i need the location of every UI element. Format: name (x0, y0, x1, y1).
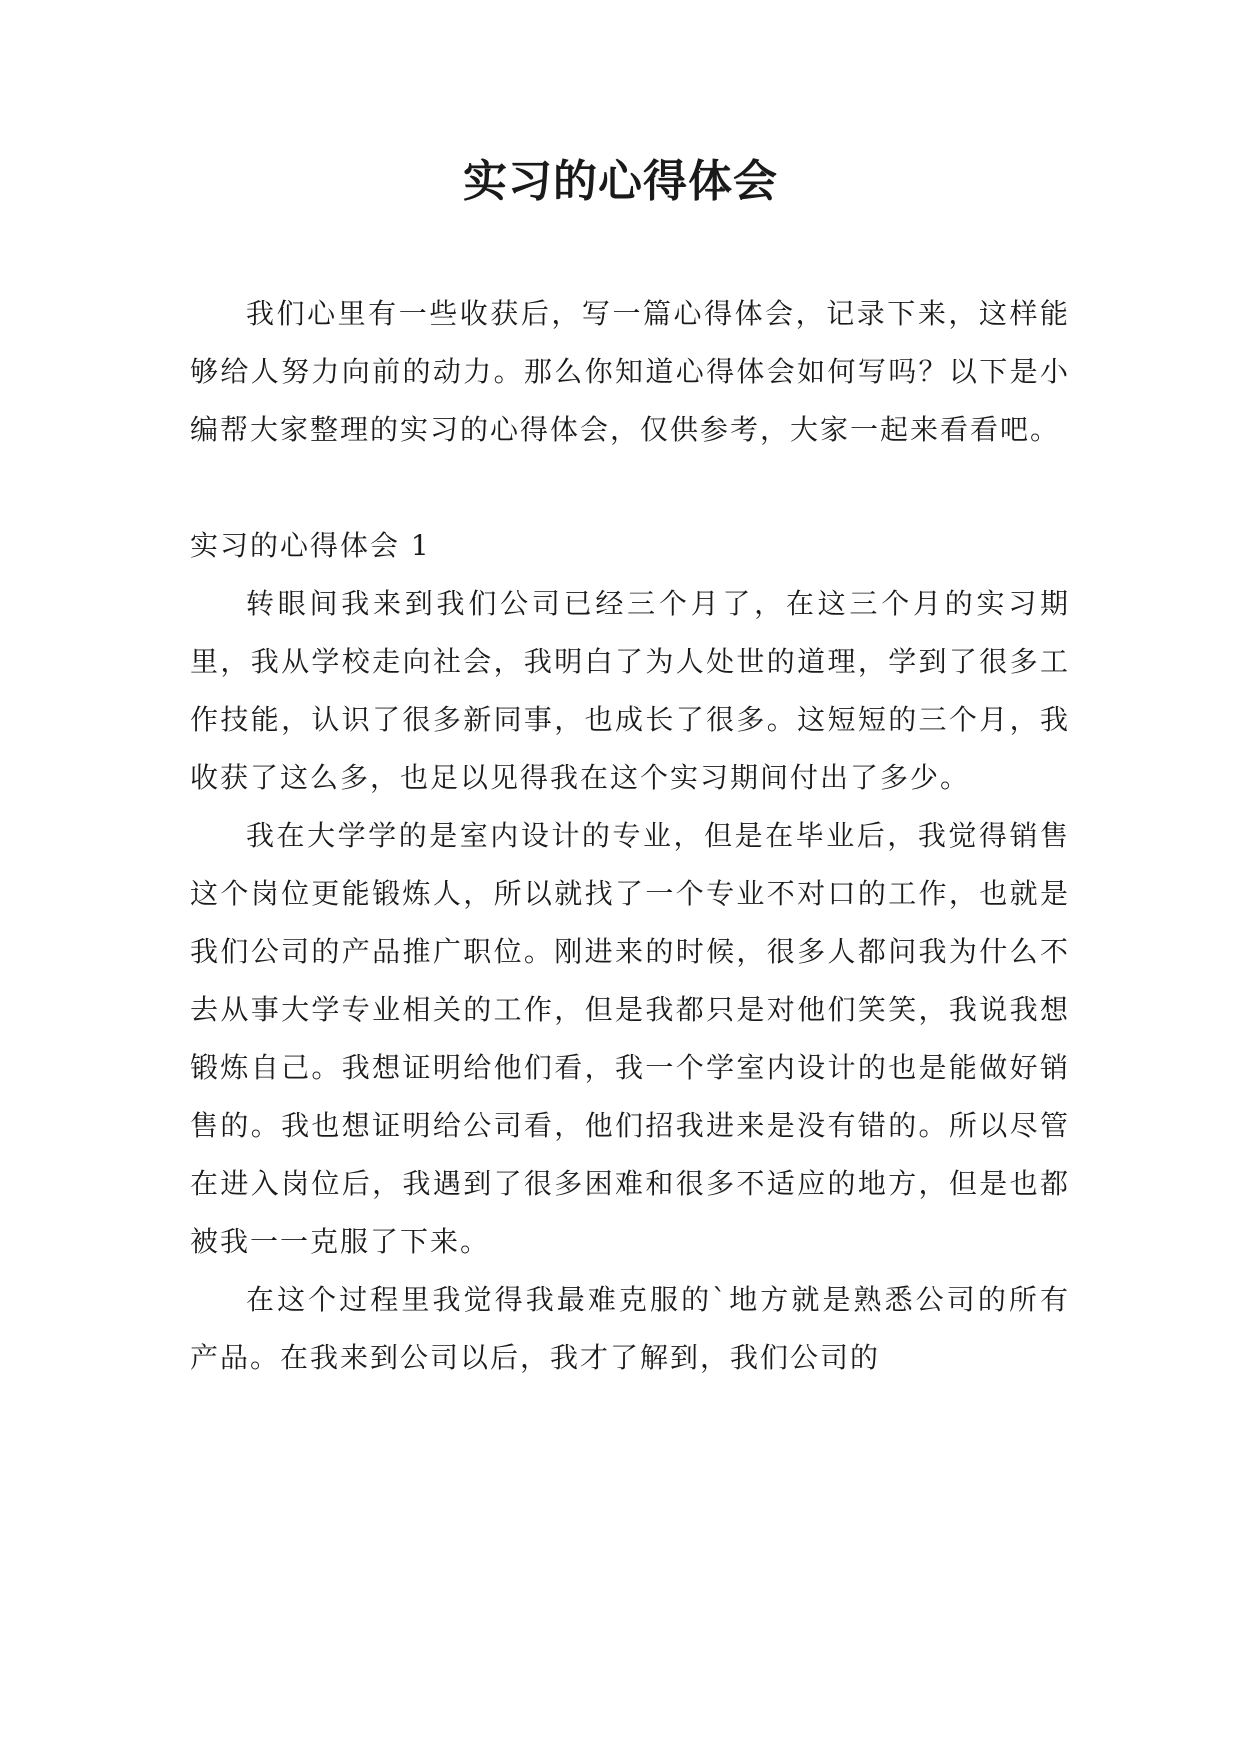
paragraph-spacer (190, 459, 1070, 517)
section-heading: 实习的心得体会 1 (190, 529, 431, 562)
body-paragraph-3: 在这个过程里我觉得我最难克服的`地方就是熟悉公司的所有产品。在我来到公司以后，我才了解到，我们公司的 (190, 1283, 1070, 1374)
document-body (190, 285, 1070, 1387)
intro-paragraph: 我们心里有一些收获后，写一篇心得体会，记录下来，这样能够给人努力向前的动力。那么你知道心得体会如何写吗？以下是小编帮大家整理的实习的心得体会，仅供参考，大家一起来看看吧。 (190, 297, 1070, 446)
body-paragraph-1: 转眼间我来到我们公司已经三个月了，在这三个月的实习期里，我从学校走向社会，我明白了为人处世的道理，学到了很多工作技能，认识了很多新同事，也成长了很多。这短短的三个月，我收获了这么多，也足以见得我在这个实习期间付出了多少。 (190, 587, 1070, 794)
document-title: 实习的心得体会 (463, 156, 778, 207)
body-paragraph-2: 我在大学学的是室内设计的专业，但是在毕业后，我觉得销售这个岗位更能锻炼人，所以就找了一个专业不对口的工作，也就是我们公司的产品推广职位。刚进来的时候，很多人都问我为什么不去从事大学专业相关的工作，但是我都只是对他们笑笑，我说我想锻炼自己。我想证明给他们看，我一个学室内设计的也是能做好销售的。我也想证明给公司看，他们招我进来是没有错的。所以尽管在进入岗位后，我遇到了很多困难和很多不适应的地方，但是也都被我一一克服了下来。 (190, 819, 1070, 1258)
